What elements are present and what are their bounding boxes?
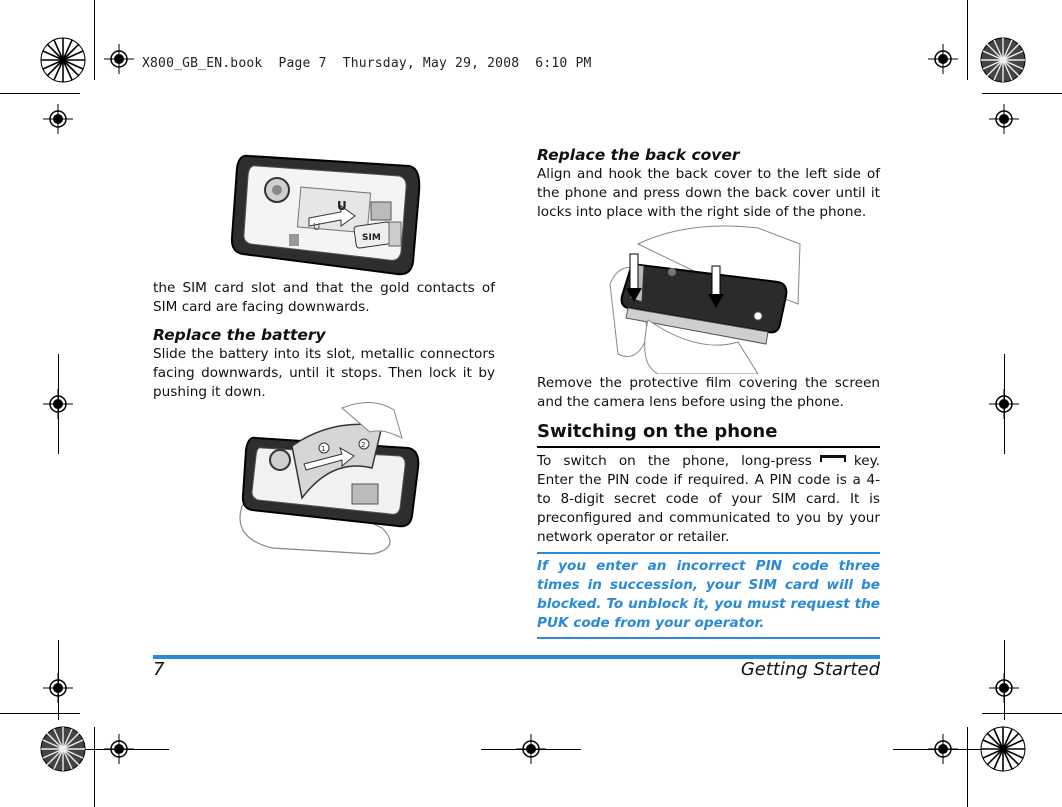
sim-card-illustration <box>229 152 424 278</box>
print-header: X800_GB_EN.book Page 7 Thursday, May 29, 2008 6:10 PM <box>142 56 592 71</box>
registration-mark-icon <box>989 104 1019 134</box>
registration-mark-icon <box>104 44 134 74</box>
page-number: 7 <box>153 659 165 680</box>
switch-on-heading: Switching on the phone <box>537 420 880 448</box>
step-1-label: 1 <box>321 445 326 453</box>
pin-warning-note: If you enter an incorrect PIN code three times in succession, your SIM card will be blocked. To unblock it, you must request the PUK code from your operator. <box>537 552 880 639</box>
svg-text:U: U <box>337 199 347 213</box>
registration-mark-icon <box>43 104 73 134</box>
switch-on-text-before: To switch on the phone, long-press <box>537 453 812 469</box>
starburst-mark-icon <box>40 37 86 83</box>
film-instruction-text: Remove the protective film covering the screen and the camera lens before using the phone. <box>537 375 880 410</box>
battery-heading: Replace the battery <box>153 326 326 344</box>
crop-line <box>1004 354 1005 454</box>
back-cover-illustration <box>608 224 806 374</box>
sim-instruction-text: the SIM card slot and that the gold contacts of SIM card are facing downwards. <box>153 280 495 315</box>
cover-instruction-text: Align and hook the back cover to the left side of the phone and press down the back cover until it locks into place with the right side of the phone. <box>537 166 880 220</box>
switch-on-text <box>537 452 880 547</box>
chapter-title: Getting Started <box>740 659 880 680</box>
svg-text:U: U <box>313 222 321 233</box>
crop-line <box>893 749 993 750</box>
starburst-mark-icon <box>980 37 1026 83</box>
starburst-mark-icon <box>40 726 86 772</box>
registration-mark-icon <box>928 44 958 74</box>
cover-heading: Replace the back cover <box>537 146 740 164</box>
crop-line <box>481 749 581 750</box>
switch-on-text-after: key. Enter the PIN code if required. A PIN code is a 4- to 8-digit secret code of your SIM card. It is preconfigured and communicated to you by your network operator or retailer. <box>537 453 880 545</box>
sim-label: SIM <box>362 233 381 243</box>
end-key-icon <box>820 455 846 462</box>
battery-instruction-text: Slide the battery into its slot, metallic connectors facing downwards, until it stops. Then lock it by pushing it down. <box>153 346 495 400</box>
starburst-mark-icon <box>980 726 1026 772</box>
crop-line <box>58 354 59 454</box>
crop-line <box>1004 640 1005 720</box>
step-2-label: 2 <box>361 441 366 449</box>
crop-line <box>58 640 59 720</box>
battery-illustration <box>232 398 427 558</box>
